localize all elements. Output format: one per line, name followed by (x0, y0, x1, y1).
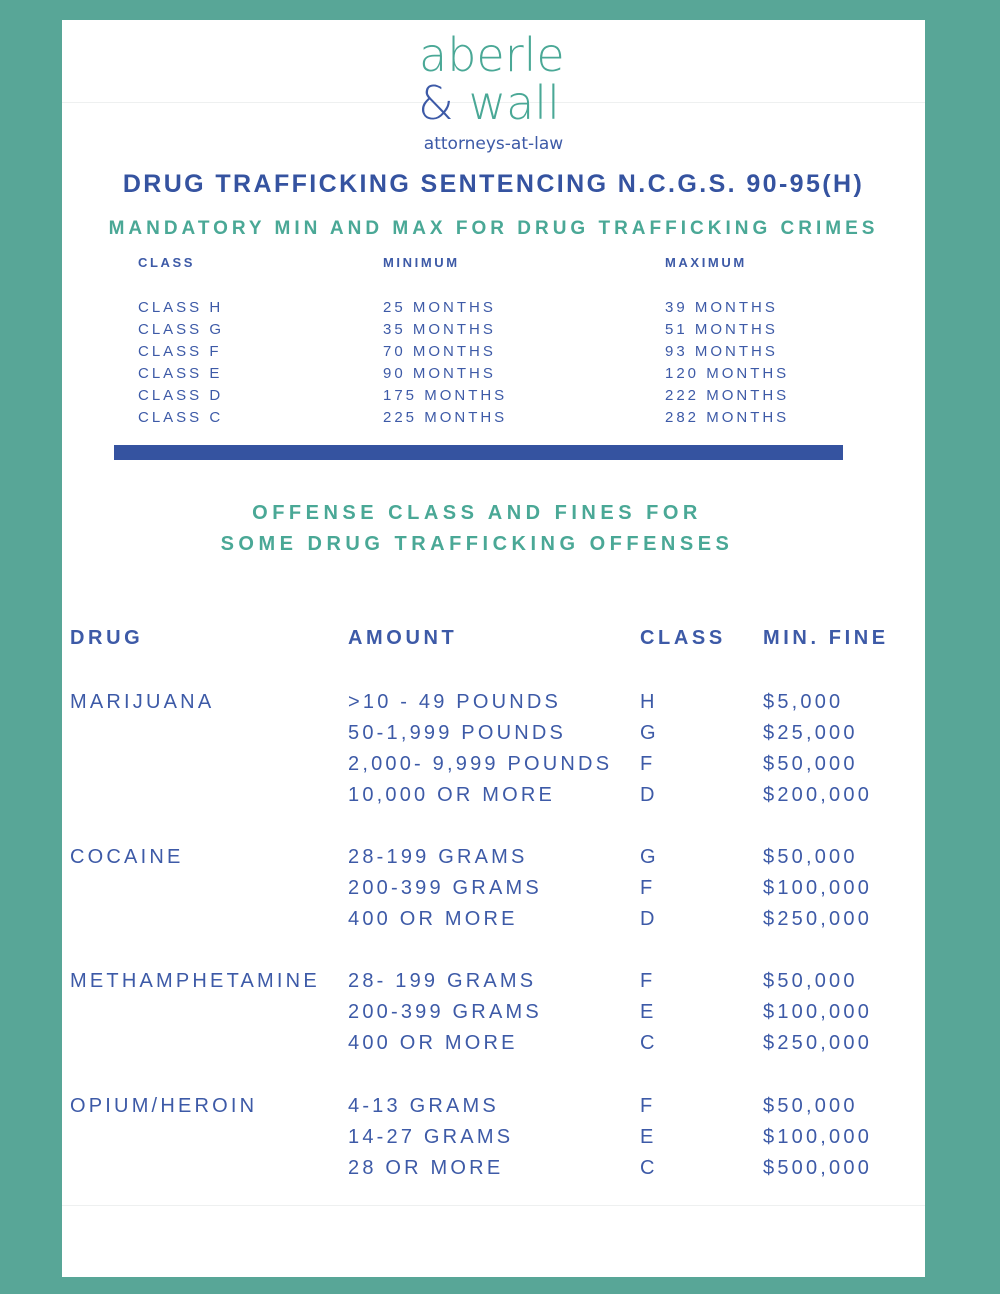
fines-header-2: CLASS (640, 627, 726, 649)
sentencing-cell: 35 MONTHS (383, 321, 496, 338)
logo-ampersand: & (418, 76, 454, 130)
logo-tagline: attorneys-at-law (423, 134, 564, 154)
sentencing-header-2: MAXIMUM (665, 255, 747, 270)
drug-name: METHAMPHETAMINE (70, 970, 320, 992)
fine-cell: $25,000 (763, 722, 858, 744)
class-cell: D (640, 784, 658, 806)
class-cell: F (640, 970, 656, 992)
offense-heading-line1: OFFENSE CLASS AND FINES FOR (252, 502, 702, 524)
amount-cell: 200-399 GRAMS (348, 877, 542, 899)
page-subtitle: MANDATORY MIN AND MAX FOR DRUG TRAFFICKING CRIMES (108, 218, 879, 239)
sentencing-cell: 225 MONTHS (383, 409, 508, 426)
class-cell: C (640, 1157, 658, 1179)
amount-cell: 400 OR MORE (348, 908, 518, 930)
drug-name: OPIUM/HEROIN (70, 1095, 258, 1117)
logo-word-wall: wall (468, 76, 560, 130)
fine-cell: $100,000 (763, 1001, 873, 1023)
sentencing-cell: 39 MONTHS (665, 299, 778, 316)
class-cell: E (640, 1126, 657, 1148)
sentencing-cell: CLASS C (138, 409, 224, 426)
fine-cell: $250,000 (763, 908, 873, 930)
footer-divider (62, 1205, 925, 1206)
fine-cell: $50,000 (763, 846, 858, 868)
sentencing-cell: 25 MONTHS (383, 299, 496, 316)
sentencing-cell: 90 MONTHS (383, 365, 496, 382)
sentencing-cell: CLASS H (138, 299, 224, 316)
class-cell: F (640, 753, 656, 775)
fine-cell: $50,000 (763, 753, 858, 775)
amount-cell: >10 - 49 POUNDS (348, 691, 562, 713)
sentencing-cell: 51 MONTHS (665, 321, 778, 338)
amount-cell: 28-199 GRAMS (348, 846, 528, 868)
fines-header-0: DRUG (70, 627, 144, 649)
amount-cell: 200-399 GRAMS (348, 1001, 542, 1023)
fine-cell: $5,000 (763, 691, 844, 713)
page-title: DRUG TRAFFICKING SENTENCING N.C.G.S. 90-95(H) (122, 170, 865, 198)
fines-header-3: MIN. FINE (763, 627, 889, 649)
class-cell: G (640, 722, 659, 744)
logo-word-and-wall (418, 76, 560, 130)
sentencing-cell: 282 MONTHS (665, 409, 790, 426)
class-cell: G (640, 846, 659, 868)
document-page (62, 20, 925, 1277)
fines-header-1: AMOUNT (348, 627, 458, 649)
class-cell: F (640, 1095, 656, 1117)
fine-cell: $100,000 (763, 877, 873, 899)
sentencing-cell: 120 MONTHS (665, 365, 790, 382)
sentencing-cell: CLASS F (138, 343, 222, 360)
sentencing-cell: CLASS E (138, 365, 223, 382)
offense-heading-line2: SOME DRUG TRAFFICKING OFFENSES (220, 533, 734, 555)
fine-cell: $50,000 (763, 970, 858, 992)
amount-cell: 14-27 GRAMS (348, 1126, 514, 1148)
amount-cell: 4-13 GRAMS (348, 1095, 499, 1117)
amount-cell: 10,000 OR MORE (348, 784, 556, 806)
sentencing-cell: 93 MONTHS (665, 343, 778, 360)
drug-name: MARIJUANA (70, 691, 215, 713)
sentencing-cell: 222 MONTHS (665, 387, 790, 404)
amount-cell: 50-1,999 POUNDS (348, 722, 567, 744)
amount-cell: 400 OR MORE (348, 1032, 518, 1054)
fine-cell: $500,000 (763, 1157, 873, 1179)
section-divider-bar (114, 445, 843, 460)
logo-word-aberle: aberle (419, 28, 565, 82)
sentencing-header-0: CLASS (138, 255, 196, 270)
fine-cell: $50,000 (763, 1095, 858, 1117)
class-cell: E (640, 1001, 657, 1023)
amount-cell: 28- 199 GRAMS (348, 970, 537, 992)
class-cell: D (640, 908, 658, 930)
sentencing-header-1: MINIMUM (383, 255, 460, 270)
drug-name: COCAINE (70, 846, 184, 868)
amount-cell: 28 OR MORE (348, 1157, 504, 1179)
sentencing-cell: CLASS G (138, 321, 225, 338)
amount-cell: 2,000- 9,999 POUNDS (348, 753, 613, 775)
sentencing-cell: 175 MONTHS (383, 387, 508, 404)
fine-cell: $250,000 (763, 1032, 873, 1054)
class-cell: F (640, 877, 656, 899)
fine-cell: $100,000 (763, 1126, 873, 1148)
class-cell: H (640, 691, 658, 713)
sentencing-cell: 70 MONTHS (383, 343, 496, 360)
sentencing-cell: CLASS D (138, 387, 224, 404)
fine-cell: $200,000 (763, 784, 873, 806)
class-cell: C (640, 1032, 658, 1054)
